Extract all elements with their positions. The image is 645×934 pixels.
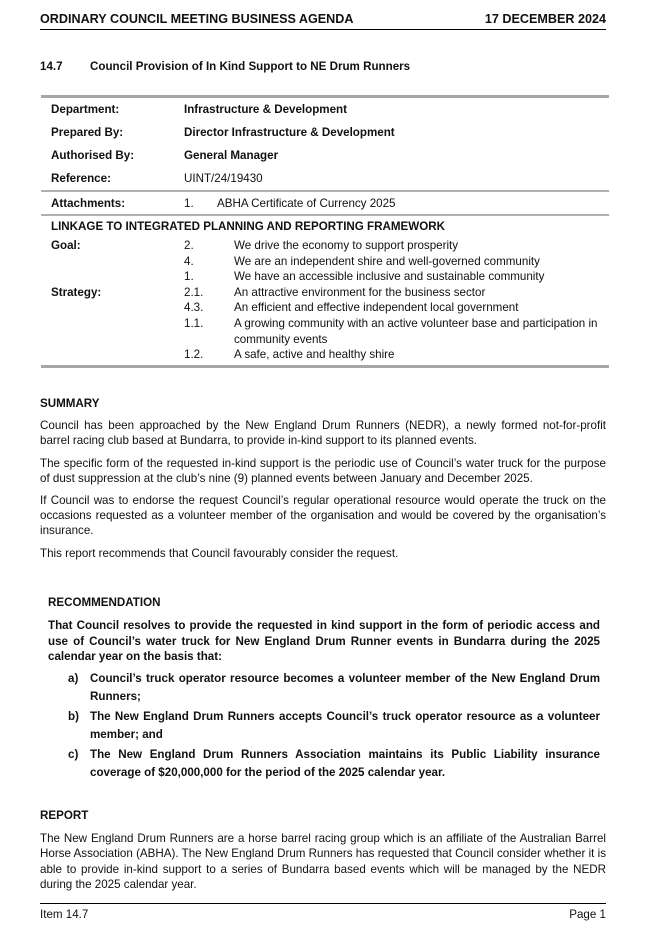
- list-item: [68, 708, 600, 744]
- recommendation-intro: That Council resolves to provide the requested in kind support in the form of periodic access and use of Council’s water truck for New England Drum Runner events in Bundarra during the 2025 calendar year on the basis that:: [48, 618, 600, 664]
- goal-text: We drive the economy to support prosperity: [234, 239, 459, 252]
- strategy-text: An attractive environment for the business sector: [234, 285, 486, 299]
- goal-number: 4.: [184, 254, 194, 268]
- strategy-row: [41, 285, 609, 301]
- attachment-link[interactable]: ABHA Certificate of Currency 2025: [217, 196, 396, 210]
- report-paragraph: The New England Drum Runners are a horse barrel racing group which is an affiliate of the Australian Barrel Horse Association (ABHA). The New England Drum Runners has requested that Council consider whether it is able to provide in-kind support to a series of Bundarra based events which will be managed by the NEDR during the 2025 calendar year.: [40, 832, 606, 891]
- meta-value: Director Infrastructure & Development: [184, 126, 395, 139]
- table-bottom-rule: [41, 365, 609, 368]
- header-divider: [40, 29, 606, 30]
- strategy-text: A growing community with an active volunteer base and participation in community events: [234, 316, 598, 346]
- attachments-row: [41, 192, 609, 214]
- item-number: 14.7: [40, 60, 63, 73]
- meta-row-department: [41, 98, 609, 121]
- summary-section: [40, 396, 606, 561]
- footer-divider: [40, 903, 606, 904]
- goal-label: Goal:: [51, 239, 81, 252]
- recommendation-title: RECOMMENDATION: [48, 596, 161, 609]
- meta-label: Reference:: [51, 172, 111, 185]
- meta-row-authorised-by: [41, 144, 609, 167]
- meta-value: Infrastructure & Development: [184, 103, 347, 116]
- attachment-number: 1.: [184, 196, 194, 210]
- meeting-date: 17 DECEMBER 2024: [484, 12, 606, 26]
- page-number: Page 1: [569, 907, 606, 921]
- goal-text: We have an accessible inclusive and sustainable community: [234, 270, 545, 284]
- strategy-row: [41, 347, 609, 363]
- list-text: The New England Drum Runners Association maintains its Public Liability insurance coverage of $20,000,000 for the period of the 2025 calendar year.: [90, 748, 600, 779]
- meta-label: Prepared By:: [51, 126, 124, 139]
- meta-label: Authorised By:: [51, 149, 135, 162]
- strategy-text: An efficient and effective independent local government: [234, 301, 519, 315]
- summary-paragraph: The specific form of the requested in-kind support is the periodic use of Council’s water truck for the purpose of dust suppression at the club’s nine (9) planned events between January and December 2025.: [40, 456, 606, 485]
- list-item: [68, 746, 600, 782]
- page-footer: [40, 905, 606, 923]
- linkage-title: LINKAGE TO INTEGRATED PLANNING AND REPORTING FRAMEWORK: [51, 220, 445, 233]
- meta-row-reference: [41, 167, 609, 190]
- strategy-text: A safe, active and healthy shire: [234, 348, 395, 362]
- list-text: Council’s truck operator resource becomes a volunteer member of the New England Drum Runners;: [90, 672, 600, 703]
- goal-row: [41, 238, 609, 254]
- meta-value: General Manager: [184, 149, 279, 162]
- goal-text: We are an independent shire and well-governed community: [234, 254, 540, 268]
- strategy-row: [41, 316, 609, 347]
- summary-title: SUMMARY: [40, 397, 100, 410]
- list-letter: a): [68, 672, 79, 685]
- item-title: Council Provision of In Kind Support to NE Drum Runners: [90, 60, 411, 73]
- attachments-label: Attachments:: [51, 196, 126, 210]
- page-header: [40, 9, 606, 29]
- agenda-title: ORDINARY COUNCIL MEETING BUSINESS AGENDA: [40, 12, 354, 26]
- summary-paragraph: Council has been approached by the New England Drum Runners (NEDR), a newly formed not-for-profit barrel racing club based at Bundarra, to provide in-kind support to its planned events.: [40, 419, 606, 448]
- strategy-number: 4.3.: [184, 301, 204, 315]
- goal-row: [41, 269, 609, 285]
- strategy-label: Strategy:: [51, 285, 102, 299]
- summary-paragraph: This report recommends that Council favourably consider the request.: [40, 546, 399, 560]
- goal-number: 2.: [184, 239, 194, 252]
- meta-row-prepared-by: [41, 121, 609, 144]
- strategy-number: 1.1.: [184, 316, 204, 330]
- recommendation-section: [48, 595, 600, 665]
- item-heading: [40, 60, 410, 73]
- goal-number: 1.: [184, 270, 194, 284]
- list-text: The New England Drum Runners accepts Council’s truck operator resource as a volunteer member; and: [90, 710, 600, 741]
- meta-label: Department:: [51, 103, 120, 116]
- meta-value: UINT/24/19430: [184, 172, 263, 185]
- list-letter: c): [68, 748, 79, 761]
- summary-paragraph: If Council was to endorse the request Council’s regular operational resource would operate the truck on the occasions requested as a volunteer member of the organisation and would be covered by the organisation’s insurance.: [40, 494, 606, 538]
- strategy-number: 1.2.: [184, 348, 204, 362]
- goal-row: [41, 254, 609, 270]
- report-title: REPORT: [40, 809, 89, 822]
- footer-item-ref: Item 14.7: [40, 907, 89, 921]
- list-letter: b): [68, 710, 79, 723]
- list-item: [68, 670, 600, 706]
- report-section: [40, 808, 606, 892]
- recommendation-list: [68, 670, 600, 784]
- strategy-number: 2.1.: [184, 285, 204, 299]
- strategy-row: [41, 300, 609, 316]
- report-info-table: [41, 95, 609, 368]
